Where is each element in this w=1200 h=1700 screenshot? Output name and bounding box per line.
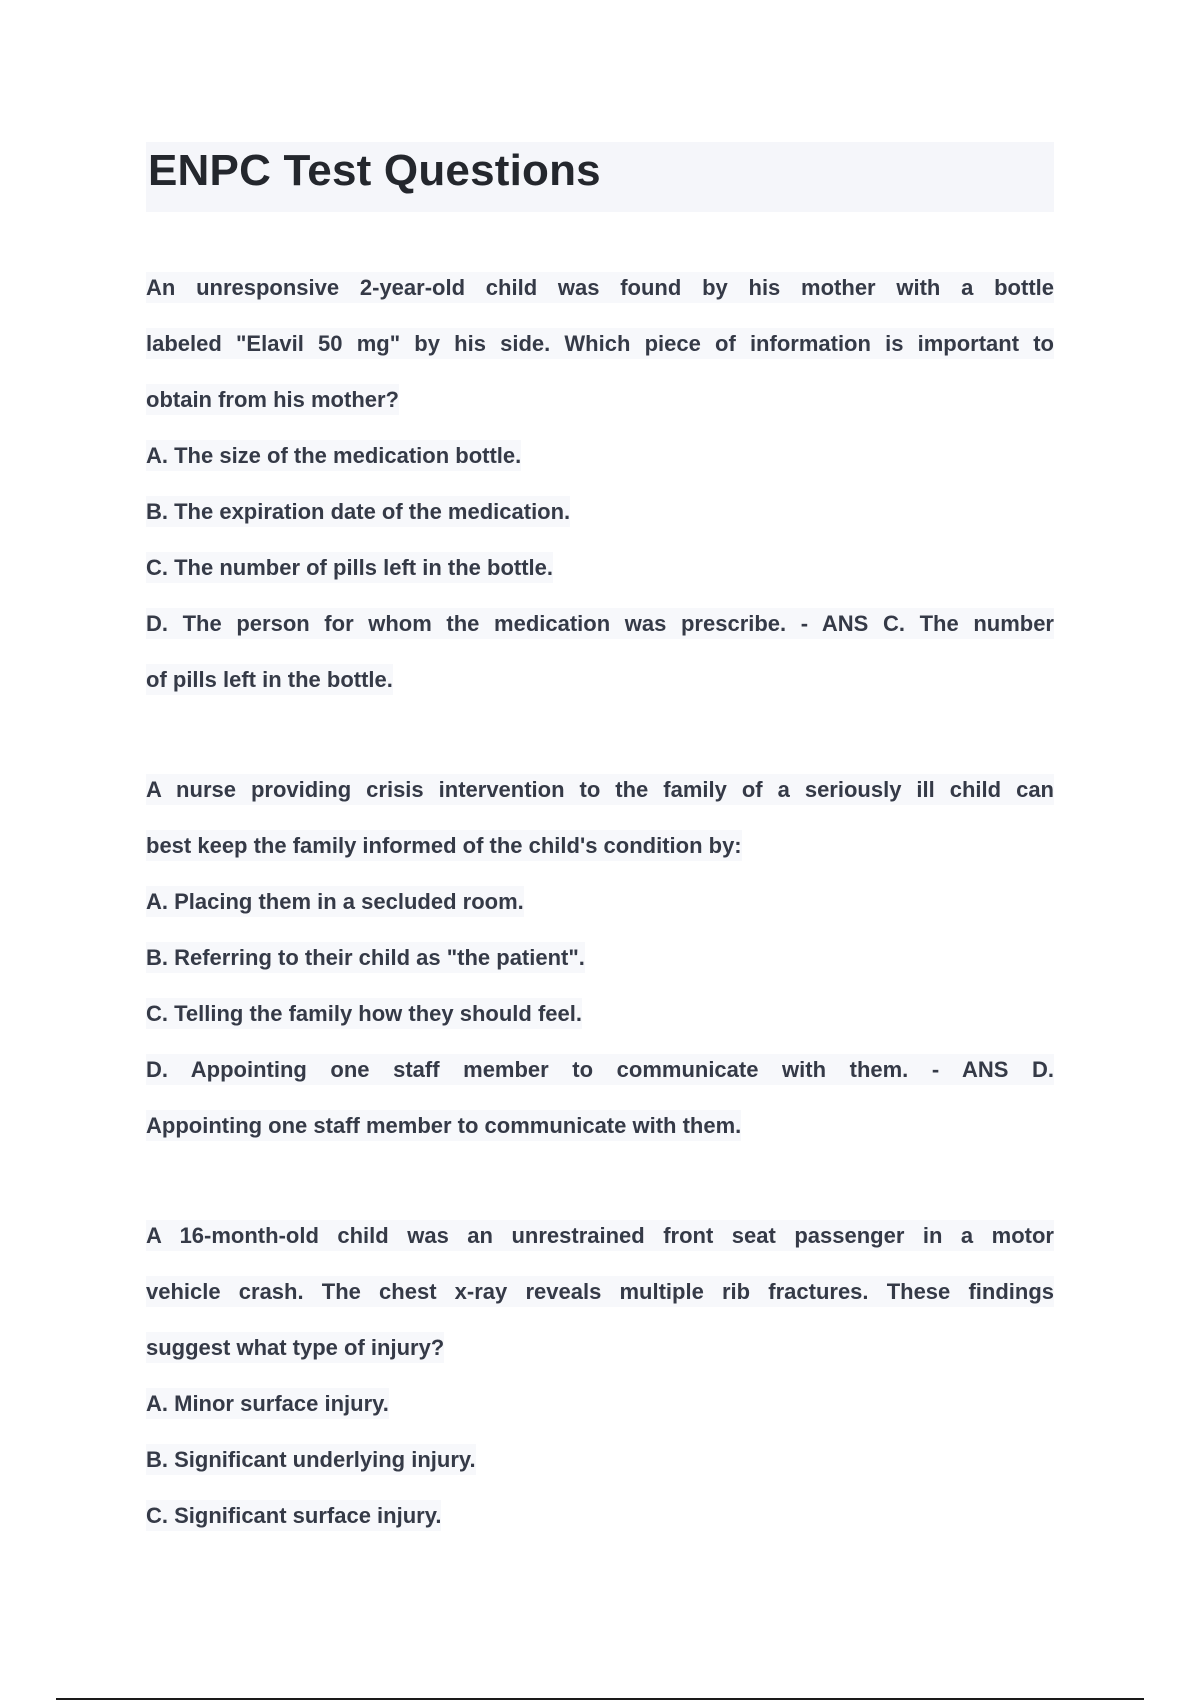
question-stem-line: labeled "Elavil 50 mg" by his side. Which piece of information is important to	[146, 316, 1054, 372]
question-stem-line: suggest what type of injury?	[146, 1320, 1054, 1376]
answer-key-line: Appointing one staff member to communicate with them.	[146, 1098, 1054, 1154]
answer-key-line: of pills left in the bottle.	[146, 652, 1054, 708]
page-title: ENPC Test Questions	[146, 142, 1054, 212]
answer-option-a: A. Placing them in a secluded room.	[146, 874, 1054, 930]
answer-option-c: C. Telling the family how they should feel.	[146, 986, 1054, 1042]
question-3	[146, 1208, 1054, 1544]
answer-option-c: C. The number of pills left in the bottle.	[146, 540, 1054, 596]
question-stem-line: best keep the family informed of the child's condition by:	[146, 818, 1054, 874]
answer-option-b: B. The expiration date of the medication.	[146, 484, 1054, 540]
answer-option-b: B. Significant underlying injury.	[146, 1432, 1054, 1488]
question-stem-line: obtain from his mother?	[146, 372, 1054, 428]
answer-option-b: B. Referring to their child as "the patient".	[146, 930, 1054, 986]
question-stem-line: A 16-month-old child was an unrestrained front seat passenger in a motor	[146, 1208, 1054, 1264]
answer-option-a: A. The size of the medication bottle.	[146, 428, 1054, 484]
answer-option-d: D. Appointing one staff member to communicate with them. - ANS D.	[146, 1042, 1054, 1098]
answer-option-d: D. The person for whom the medication was prescribe. - ANS C. The number	[146, 596, 1054, 652]
question-2	[146, 762, 1054, 1154]
question-stem-line: vehicle crash. The chest x-ray reveals multiple rib fractures. These findings	[146, 1264, 1054, 1320]
answer-option-c: C. Significant surface injury.	[146, 1488, 1054, 1544]
question-stem-line: A nurse providing crisis intervention to the family of a seriously ill child can	[146, 762, 1054, 818]
question-1	[146, 260, 1054, 708]
answer-option-a: A. Minor surface injury.	[146, 1376, 1054, 1432]
question-stem-line: An unresponsive 2-year-old child was found by his mother with a bottle	[146, 260, 1054, 316]
document-page	[146, 142, 1054, 1544]
